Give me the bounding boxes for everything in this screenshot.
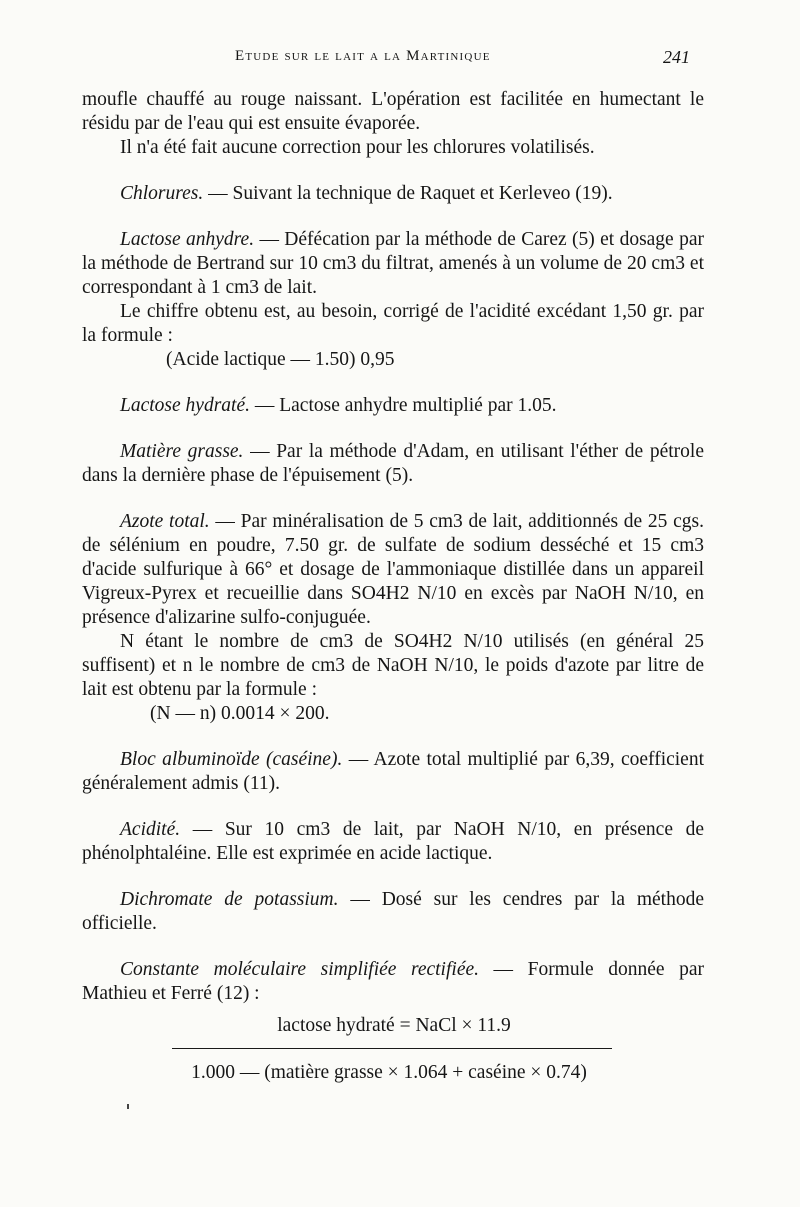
formula-azote: (N — n) 0.0014 × 200. — [150, 703, 330, 724]
section-dichromate — [82, 888, 704, 936]
section-text: — Dosé sur les cendres par la méthode officielle. — [82, 889, 704, 934]
section-text: — Lactose anhydre multiplié par 1.05. — [249, 395, 557, 416]
section-text: — Azote total multiplié par 6,39, coefficient généralement admis (11). — [82, 749, 705, 794]
fraction-bar — [172, 1048, 612, 1049]
section-lactose-anhydre — [82, 228, 704, 300]
fraction-formula — [172, 1012, 612, 1087]
section-term: Lactose hydraté. — [120, 395, 250, 416]
section-chlorures — [82, 182, 704, 206]
print-speck — [127, 1104, 129, 1109]
fraction-denominator: 1.000 — (matière grasse × 1.064 + caséine × 0.74) — [191, 1062, 587, 1083]
section-text: — Sur 10 cm3 de lait, par NaOH N/10, en présence de phénolphtaléine. Elle est exprimée en acide lactique. — [82, 819, 704, 864]
section-term: Matière grasse. — [120, 441, 244, 462]
section-acidite — [82, 818, 704, 866]
section-term: Lactose anhydre. — [120, 229, 255, 250]
section-lactose-hydrate — [82, 394, 704, 418]
page-number: 241 — [663, 47, 690, 67]
section-term: Bloc albuminoïde (caséine). — [120, 749, 343, 770]
section-text: — Par la méthode d'Adam, en utilisant l'éther de pétrole dans la dernière phase de l'épuisement (5). — [82, 441, 704, 486]
body-text — [82, 88, 704, 1006]
section-text: — Défécation par la méthode de Carez (5) et dosage par la méthode de Bertrand sur 10 cm3 du filtrat, amenés à un volume de 20 cm3 et correspondant à 1 cm3 de lait. — [82, 229, 704, 298]
section-term: Chlorures. — [120, 183, 204, 204]
running-head — [0, 48, 800, 72]
paragraph-azote-formula-intro: N étant le nombre de cm3 de SO4H2 N/10 utilisés (en général 25 suffisent) et n le nombre de cm3 de NaOH N/10, le poids d'azote par litre de lait est obtenu par la formule : — [82, 631, 704, 700]
section-constante — [82, 958, 704, 1006]
running-title: Etude sur le lait a la Martinique — [235, 48, 491, 64]
formula-acide-lactique: (Acide lactique — 1.50) 0,95 — [166, 349, 395, 370]
section-term: Acidité. — [120, 819, 181, 840]
section-term: Azote total. — [120, 511, 210, 532]
section-text: — Par minéralisation de 5 cm3 de lait, additionnés de 25 cgs. de sélénium en poudre, 7.50 gr. de sulfate de sodium desséché et 15 cm3 d'acide sulfurique à 66° et dosage de l'ammoniaque distillée dans un appareil Vigreux-Pyrex et recueillie dans SO4H2 N/10 en excès par NaOH N/10, en présence d'alizarine sulfo-conjuguée. — [82, 511, 705, 628]
section-text: — Suivant la technique de Raquet et Kerleveo (19). — [203, 183, 613, 204]
section-term: Constante moléculaire simplifiée rectifiée. — [120, 959, 479, 980]
paragraph-chlorures-note: Il n'a été fait aucune correction pour les chlorures volatilisés. — [120, 137, 595, 158]
section-text: — Formule donnée par Mathieu et Ferré (12) : — [82, 959, 704, 1004]
section-azote-total — [82, 510, 704, 630]
section-bloc-albuminoide — [82, 748, 704, 796]
fraction-numerator: lactose hydraté = NaCl × 11.9 — [277, 1015, 511, 1036]
section-term: Dichromate de potassium. — [120, 889, 339, 910]
section-matiere-grasse — [82, 440, 704, 488]
paragraph-lactose-correction: Le chiffre obtenu est, au besoin, corrigé de l'acidité excédant 1,50 gr. par la formule : — [82, 301, 704, 346]
paragraph-continuation: moufle chauffé au rouge naissant. L'opération est facilitée en humectant le résidu par de l'eau qui est ensuite évaporée. — [82, 89, 704, 134]
